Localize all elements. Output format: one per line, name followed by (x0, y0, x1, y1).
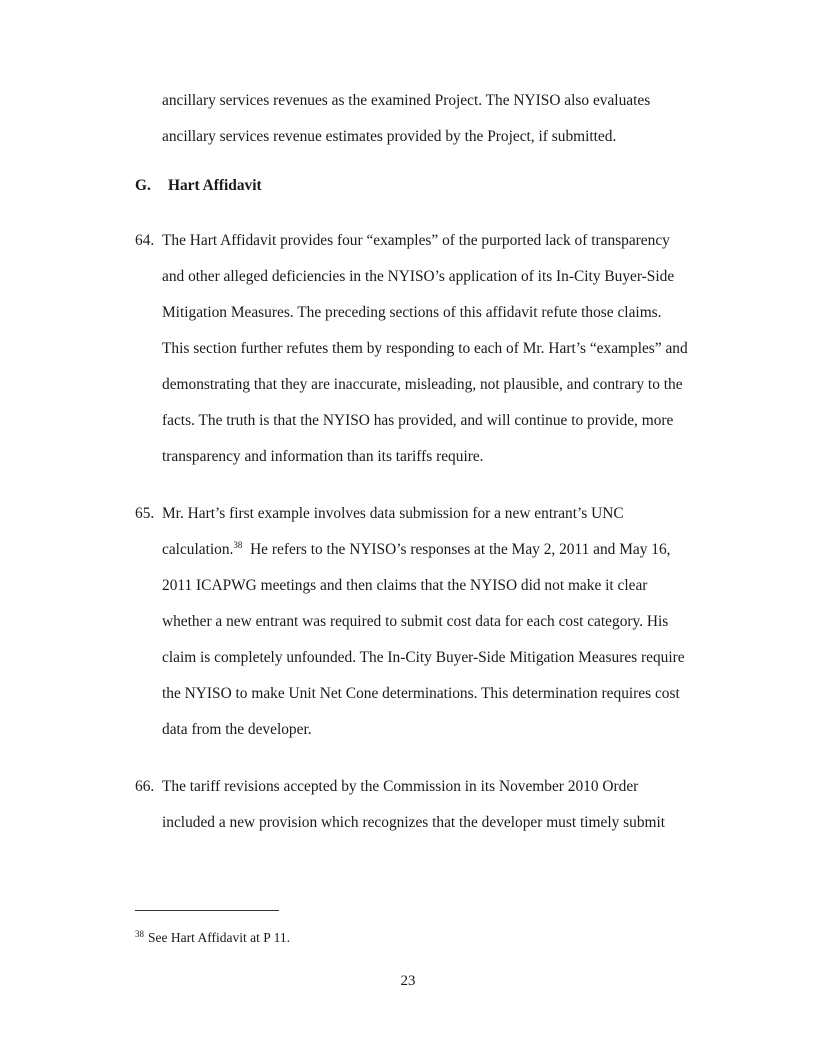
footnote-text: See Hart Affidavit at P 11. (148, 930, 290, 945)
body-line: ancillary services revenues as the examined Project. The NYISO also evaluates (162, 92, 651, 109)
body-text: He refers to the NYISO’s responses at the May 2, 2011 and May 16, (242, 541, 671, 558)
paragraph-number: 66. (135, 778, 155, 795)
body-line: Mitigation Measures. The preceding sections of this affidavit refute those claims. (162, 304, 662, 321)
body-line: included a new provision which recognizes that the developer must timely submit (162, 814, 666, 831)
body-line: transparency and information than its tariffs require. (162, 448, 484, 465)
footnote-number: 38 (135, 929, 144, 939)
footnote-separator (135, 910, 279, 911)
body-line: whether a new entrant was required to submit cost data for each cost category. His (162, 613, 669, 630)
body-line: The Hart Affidavit provides four “examples” of the purported lack of transparency (162, 232, 670, 249)
body-line: the NYISO to make Unit Net Cone determinations. This determination requires cost (162, 685, 680, 702)
paragraph-number: 65. (135, 505, 155, 522)
body-line (162, 540, 671, 560)
body-line: claim is completely unfounded. The In-City Buyer-Side Mitigation Measures require (162, 649, 685, 666)
page-number: 23 (400, 973, 416, 989)
body-line: ancillary services revenue estimates provided by the Project, if submitted. (162, 128, 617, 145)
body-line: data from the developer. (162, 721, 312, 738)
section-title: Hart Affidavit (168, 177, 262, 194)
body-line: The tariff revisions accepted by the Commission in its November 2010 Order (162, 778, 639, 795)
body-line: Mr. Hart’s first example involves data submission for a new entrant’s UNC (162, 505, 624, 522)
body-line: This section further refutes them by responding to each of Mr. Hart’s “examples” and (162, 340, 688, 357)
body-text: calculation. (162, 541, 234, 558)
body-line: and other alleged deficiencies in the NYISO’s application of its In-City Buyer-Side (162, 268, 675, 285)
paragraph-number: 64. (135, 232, 155, 249)
section-letter: G. (135, 177, 151, 194)
footnote-reference[interactable]: 38 (233, 540, 243, 550)
body-line: facts. The truth is that the NYISO has provided, and will continue to provide, more (162, 412, 674, 429)
body-line: demonstrating that they are inaccurate, misleading, not plausible, and contrary to the (162, 376, 683, 393)
body-line: 2011 ICAPWG meetings and then claims that the NYISO did not make it clear (162, 577, 648, 594)
